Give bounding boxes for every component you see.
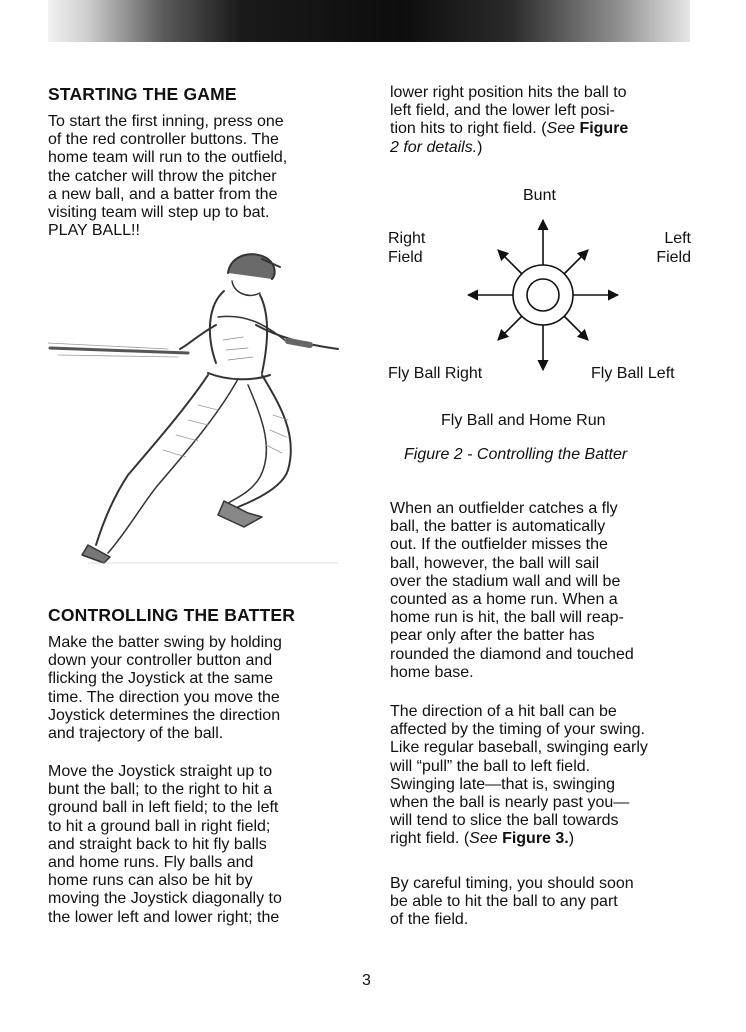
paragraph-timing: The direction of a hit ball can be affected by the timing of your swing. Like regular baseball, swinging early will “pull” the ball to left field. Swinging late—that is, swinging when the ball is nearly past you— will tend to slice the ball towards right field. (See Figure 3.): [390, 703, 648, 848]
joystick-arrows: [468, 220, 618, 370]
joystick-inner-ring: [527, 279, 559, 311]
batter-illustration: [48, 245, 348, 570]
paragraph-joystick-directions: Move the Joystick straight up to bunt the ball; to the right to hit a ground ball in left field; to the left to hit a ground ball in right field; and straight back to hit fly balls and home runs. Fly balls and home runs can also be hit by moving the Joystick diagonally to the lower left and lower right; the: [48, 763, 282, 926]
header-gradient-band: [48, 0, 690, 42]
label-left-field: Left Field: [656, 230, 691, 266]
label-fly-ball-right: Fly Ball Right: [388, 365, 483, 382]
heading-controlling-the-batter: CONTROLLING THE BATTER: [48, 605, 296, 625]
paragraph-careful-timing: By careful timing, you should soon be able to hit the ball to any part of the field.: [390, 875, 634, 929]
figure-2-caption: Figure 2 - Controlling the Batter: [404, 446, 628, 463]
label-fly-ball-home-run: Fly Ball and Home Run: [441, 412, 606, 429]
label-bunt: Bunt: [523, 187, 556, 204]
paragraph-lower-positions: lower right position hits the ball to left field, and the lower left posi- tion hits to right field. (See Figure 2 for details.): [390, 84, 629, 156]
heading-starting-the-game: STARTING THE GAME: [48, 84, 237, 104]
page-number: 3: [362, 972, 371, 989]
paragraph-controlling-batter: Make the batter swing by holding down your controller button and flicking the Joystick at the same time. The direction you move the Joystick determines the direction and trajectory of the ball.: [48, 634, 282, 743]
paragraph-outfielder: When an outfielder catches a fly ball, the batter is automatically out. If the outfielder misses the ball, however, the ball will sail over the stadium wall and will be counted as a home run. When a home run is hit, the ball will reap- pear only after the batter has rounded the diamond and touched home base.: [390, 500, 634, 681]
label-fly-ball-left: Fly Ball Left: [591, 365, 675, 382]
label-right-field: Right Field: [388, 230, 426, 266]
joystick-diagram: [388, 180, 698, 480]
paragraph-starting-the-game: To start the first inning, press one of the red controller buttons. The home team will run to the outfield, the catcher will throw the pitcher a new ball, and a batter from the visiting team will step up to bat. PLAY BALL!!: [48, 113, 288, 240]
